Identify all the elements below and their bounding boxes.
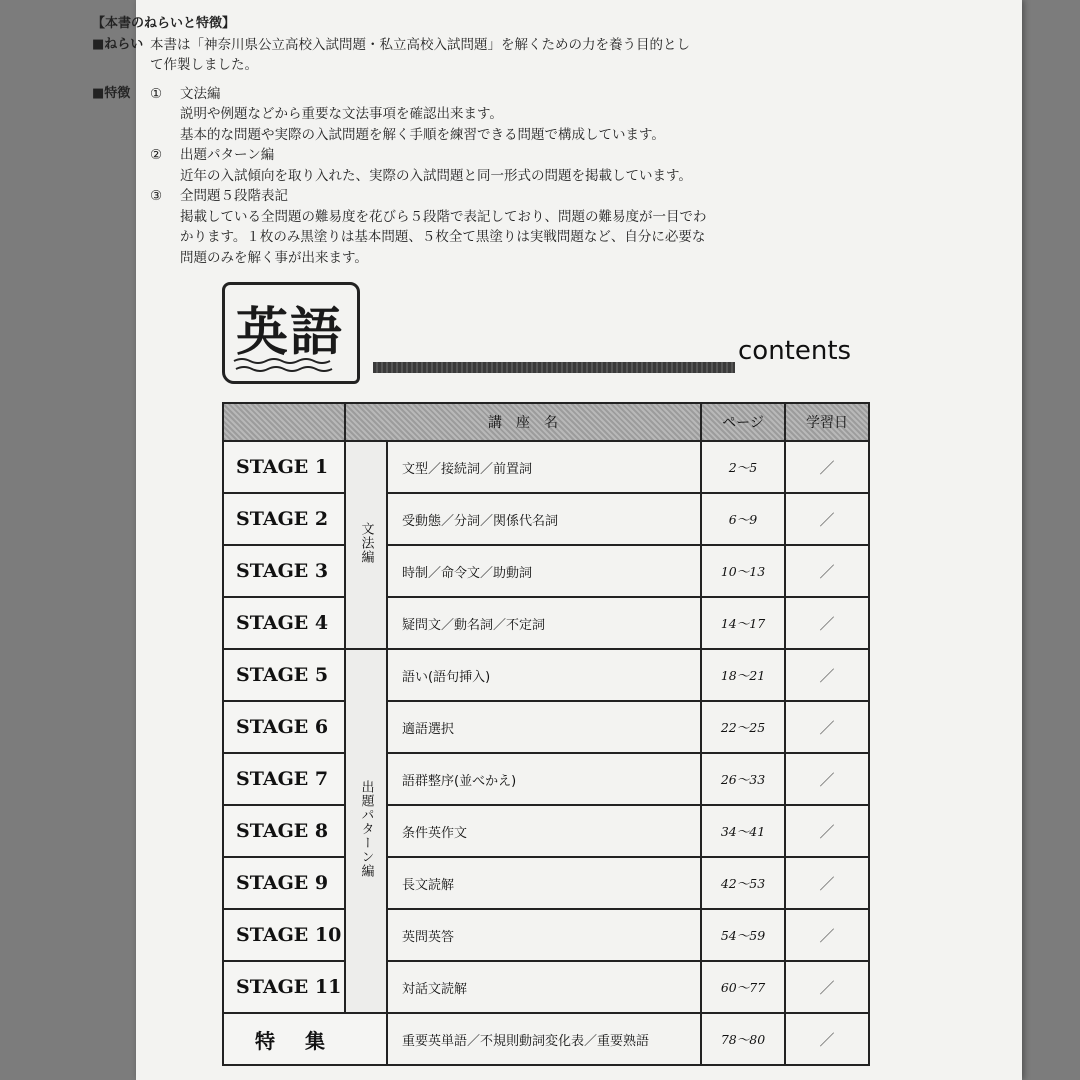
study-date-field[interactable]: ／ <box>785 597 869 649</box>
study-date-field[interactable]: ／ <box>785 909 869 961</box>
topic-cell: 長文読解 <box>387 857 701 909</box>
table-row <box>223 597 869 649</box>
page-range: 42～53 <box>701 857 785 909</box>
table-header-row <box>223 403 869 441</box>
feature-number: ② <box>150 147 163 163</box>
feature-line: 基本的な問題や実際の入試問題を解く手順を練習できる問題で構成しています。 <box>180 126 665 143</box>
topic-cell: 重要英単語／不規則動詞変化表／重要熟語 <box>387 1013 701 1065</box>
table-row <box>223 753 869 805</box>
study-date-field[interactable]: ／ <box>785 857 869 909</box>
feature-item <box>150 186 852 268</box>
table-row <box>223 649 869 701</box>
study-date-field[interactable]: ／ <box>785 805 869 857</box>
topic-cell: 適語選択 <box>387 701 701 753</box>
stage-label: STAGE 8 <box>223 805 345 857</box>
header-page: ページ <box>701 403 785 441</box>
page-range: 22～25 <box>701 701 785 753</box>
page-range: 26～33 <box>701 753 785 805</box>
topic-cell: 語群整序(並べかえ) <box>387 753 701 805</box>
special-label: 特集 <box>223 1013 387 1065</box>
page-range: 34～41 <box>701 805 785 857</box>
topic-cell: 語い(語句挿入) <box>387 649 701 701</box>
study-date-field[interactable]: ／ <box>785 545 869 597</box>
intro-heading: 【本書のねらいと特徴】 <box>92 16 236 31</box>
feature-row <box>92 84 852 269</box>
stage-label: STAGE 9 <box>223 857 345 909</box>
feature-item <box>150 145 852 186</box>
study-date-field[interactable]: ／ <box>785 753 869 805</box>
feature-item <box>150 84 852 146</box>
table-row <box>223 441 869 493</box>
aim-line-1: 本書は「神奈川県公立高校入試問題・私立高校入試問題」を解くための力を養う目的とし <box>150 36 690 53</box>
stage-label: STAGE 11 <box>223 961 345 1013</box>
study-date-field[interactable]: ／ <box>785 493 869 545</box>
topic-cell: 受動態／分詞／関係代名詞 <box>387 493 701 545</box>
feature-title: 出題パターン編 <box>180 147 275 163</box>
aim-line-2: て作製しました。 <box>150 57 258 73</box>
stage-label: STAGE 4 <box>223 597 345 649</box>
feature-label: ■特徴 <box>92 85 131 101</box>
page-range: 54～59 <box>701 909 785 961</box>
page-range: 14～17 <box>701 597 785 649</box>
topic-cell: 疑問文／動名詞／不定詞 <box>387 597 701 649</box>
feature-line: 近年の入試傾向を取り入れた、実際の入試問題と同一形式の問題を掲載しています。 <box>180 167 692 184</box>
table-row <box>223 701 869 753</box>
feature-line: 掲載している全問題の難易度を花びら５段階で表記しており、問題の難易度が一目でわ <box>180 208 707 225</box>
stage-label: STAGE 6 <box>223 701 345 753</box>
header-date: 学習日 <box>785 403 869 441</box>
table-row <box>223 493 869 545</box>
table-row <box>223 961 869 1013</box>
study-date-field[interactable]: ／ <box>785 1013 869 1065</box>
feature-title: 全問題５段階表記 <box>180 188 288 204</box>
contents-label: contents <box>738 336 852 366</box>
page-range: 78～80 <box>701 1013 785 1065</box>
stage-label: STAGE 3 <box>223 545 345 597</box>
study-date-field[interactable]: ／ <box>785 441 869 493</box>
page-range: 2～5 <box>701 441 785 493</box>
table-row <box>223 857 869 909</box>
topic-cell: 英問英答 <box>387 909 701 961</box>
aim-row <box>92 35 852 76</box>
stage-label: STAGE 7 <box>223 753 345 805</box>
feature-number: ① <box>150 85 163 102</box>
page-range: 60～77 <box>701 961 785 1013</box>
table-row <box>223 909 869 961</box>
contents-underline-bar <box>373 362 735 373</box>
topic-cell: 文型／接続詞／前置詞 <box>387 441 701 493</box>
feature-line: かります。１枚のみ黒塗りは基本問題、５枚全て黒塗りは実戦問題など、自分に必要な <box>180 229 706 245</box>
topic-cell: 対話文読解 <box>387 961 701 1013</box>
feature-line: 説明や例題などから重要な文法事項を確認出来ます。 <box>180 106 503 122</box>
intro-section <box>92 14 852 268</box>
aim-label: ■ねらい <box>92 36 144 52</box>
topic-cell: 条件英作文 <box>387 805 701 857</box>
contents-table <box>222 402 870 1066</box>
page-range: 10～13 <box>701 545 785 597</box>
table-row <box>223 545 869 597</box>
feature-number: ③ <box>150 188 163 204</box>
wave-decoration-icon <box>232 356 342 374</box>
study-date-field[interactable]: ／ <box>785 701 869 753</box>
section-grammar: 文法編 <box>345 441 387 649</box>
stage-label: STAGE 10 <box>223 909 345 961</box>
subject-title: 英語 <box>236 303 345 363</box>
study-date-field[interactable]: ／ <box>785 961 869 1013</box>
stage-label: STAGE 1 <box>223 441 345 493</box>
page-range: 18～21 <box>701 649 785 701</box>
stage-label: STAGE 5 <box>223 649 345 701</box>
table-row <box>223 805 869 857</box>
header-blank <box>223 403 345 441</box>
stage-label: STAGE 2 <box>223 493 345 545</box>
study-date-field[interactable]: ／ <box>785 649 869 701</box>
section-pattern: 出題パターン編 <box>345 649 387 1013</box>
topic-cell: 時制／命令文／助動詞 <box>387 545 701 597</box>
header-course: 講 座 名 <box>345 403 701 441</box>
table-row-special <box>223 1013 869 1065</box>
feature-title: 文法編 <box>180 85 221 102</box>
feature-line: 問題のみを解く事が出来ます。 <box>180 249 368 266</box>
page-range: 6～9 <box>701 493 785 545</box>
